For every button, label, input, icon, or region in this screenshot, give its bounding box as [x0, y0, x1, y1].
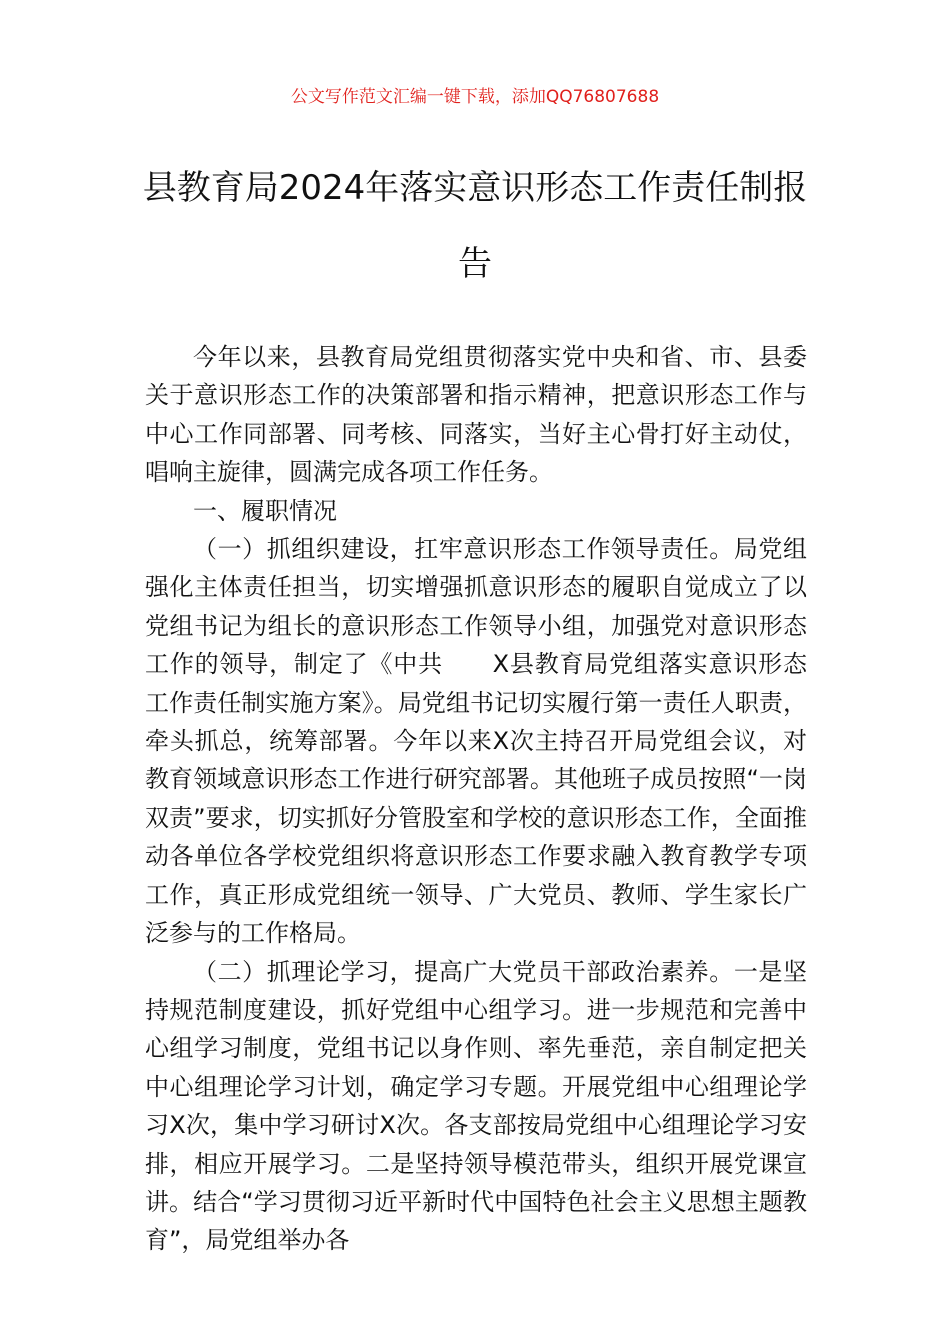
- section-heading: 一、履职情况: [193, 496, 337, 525]
- page-title: 县教育局2024年落实意识形态工作责任制报告: [142, 168, 808, 284]
- document-body: [145, 338, 807, 1260]
- subsection-paragraph-theory-study: （二）抓理论学习，提高广大党员干部政治素养。一是坚持规范制度建设，抓好党组中心组学习。进一步规范和完善中心组学习制度，党组书记以身作则、率先垂范，亲自制定把关中心组理论学习计划，确定学习专题。开展党组中心组理论学习X次，集中学习研讨X次。各支部按局党组中心组理论学习安排，相应开展学习。二是坚持领导模范带头，组织开展党课宣讲。结合“学习贯彻习近平新时代中国特色社会主义思想主题教育”，局党组举办各: [145, 957, 807, 1255]
- subsection-paragraph-organization: （一）抓组织建设，扛牢意识形态工作领导责任。局党组强化主体责任担当，切实增强抓意识形态的履职自觉成立了以党组书记为组长的意识形态工作领导小组，加强党对意识形态工作的领导，制定了《中共 X县教育局党组落实意识形态工作责任制实施方案》。局党组书记切实履行第一责任人职责，牵头抓总，统筹部署。今年以来X次主持召开局党组会议，对教育领域意识形态工作进行研究部署。其他班子成员按照“一岗双责”要求，切实抓好分管股室和学校的意识形态工作，全面推动各单位各学校党组织将意识形态工作要求融入教育教学专项工作，真正形成党组统一领导、广大党员、教师、学生家长广泛参与的工作格局。: [145, 535, 807, 948]
- intro-paragraph: 今年以来，县教育局党组贯彻落实党中央和省、市、县委关于意识形态工作的决策部署和指示精神，把意识形态工作与中心工作同部署、同考核、同落实，当好主心骨打好主动仗，唱响主旋律，圆满完成各项工作任务。: [145, 343, 807, 487]
- download-watermark: 公文写作范文汇编一键下载，添加QQ76807688: [290, 87, 660, 107]
